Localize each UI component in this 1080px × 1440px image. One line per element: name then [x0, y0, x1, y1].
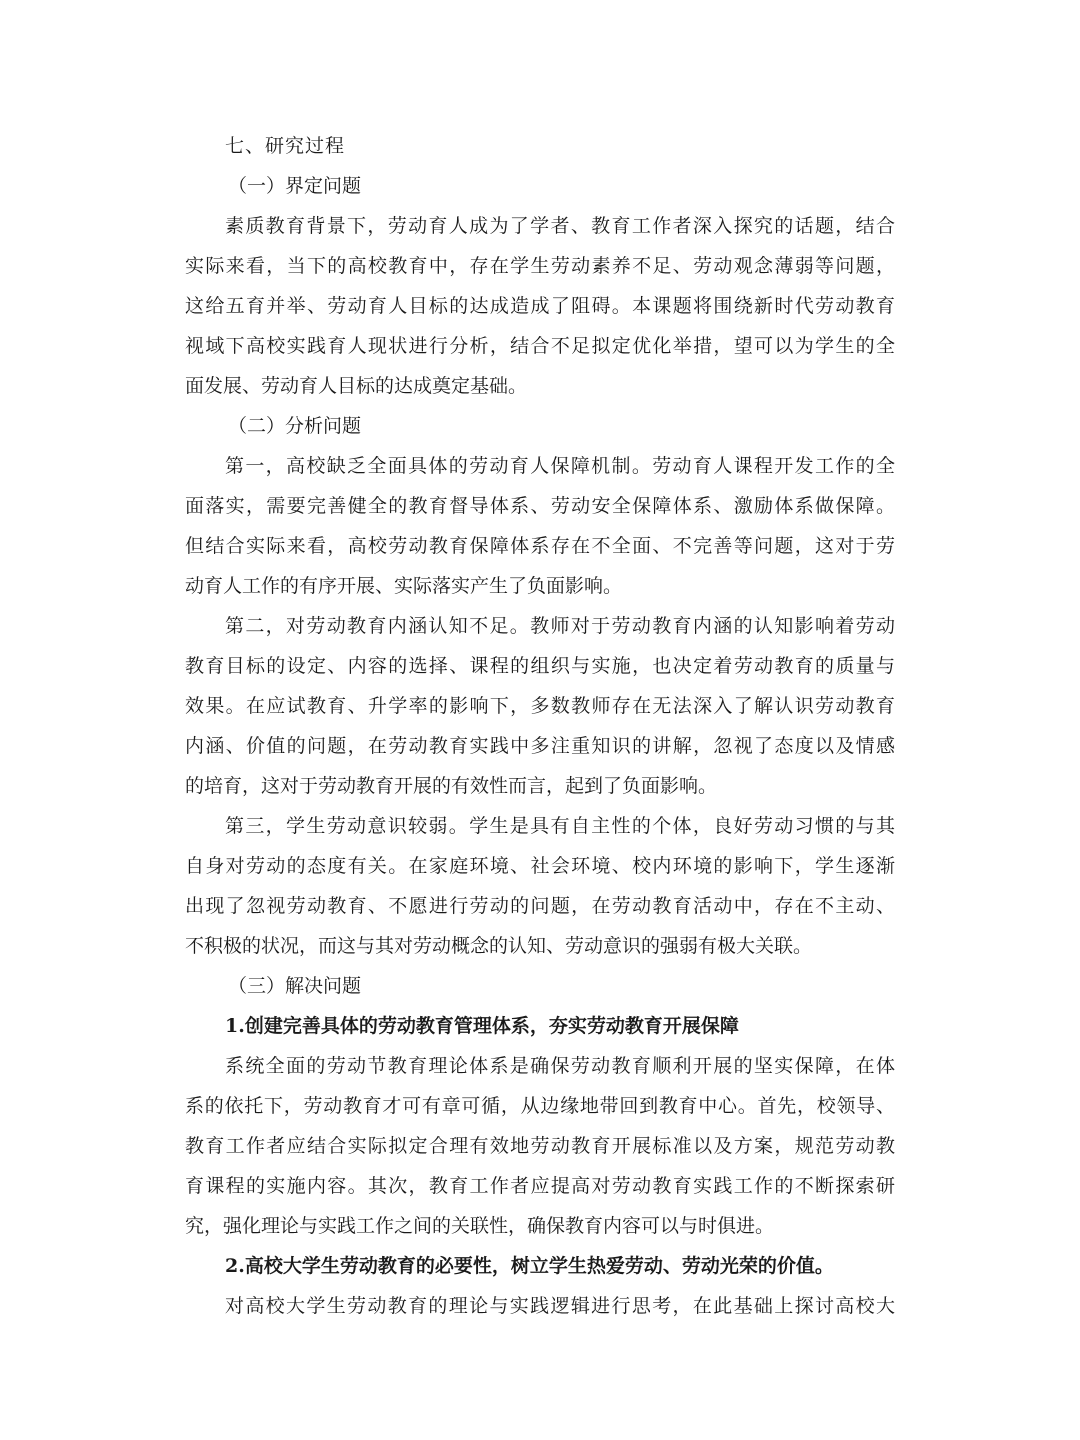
text-line: 面落实，需要完善健全的教育督导体系、劳动安全保障体系、激励体系做保障。 [185, 495, 895, 517]
text-line: 系统全面的劳动节教育理论体系是确保劳动教育顺利开展的坚实保障，在体 [225, 1055, 895, 1077]
text-line: 究，强化理论与实践工作之间的关联性，确保教育内容可以与时俱进。 [185, 1215, 775, 1237]
paragraph-solution-2 [185, 1286, 895, 1326]
paragraph-define-problem [185, 206, 895, 406]
subheading-analyze-problem: （二）分析问题 [228, 415, 362, 437]
text-line: 素质教育背景下，劳动育人成为了学者、教育工作者深入探究的话题，结合 [225, 215, 895, 237]
document-body [185, 126, 895, 1326]
text-line: 教育工作者应结合实际拟定合理有效地劳动教育开展标准以及方案，规范劳动教 [185, 1135, 895, 1157]
text-line: 的培育，这对于劳动教育开展的有效性而言，起到了负面影响。 [185, 775, 718, 797]
text-line: 这给五育并举、劳动育人目标的达成造成了阻碍。本课题将围绕新时代劳动教育 [185, 295, 895, 317]
text-line: 系的依托下，劳动教育才可有章可循，从边缘地带回到教育中心。首先，校领导、 [185, 1095, 895, 1117]
text-line: 动育人工作的有序开展、实际落实产生了负面影响。 [185, 575, 623, 597]
text-line: 第二，对劳动教育内涵认知不足。教师对于劳动教育内涵的认知影响着劳动 [225, 615, 895, 637]
text-line: 效果。在应试教育、升学率的影响下，多数教师存在无法深入了解认识劳动教育 [185, 695, 895, 717]
text-line: 第一，高校缺乏全面具体的劳动育人保障机制。劳动育人课程开发工作的全 [225, 455, 895, 477]
solution-point-1: 1.创建完善具体的劳动教育管理体系，夯实劳动教育开展保障 [225, 1015, 739, 1037]
text-line: 视域下高校实践育人现状进行分析，结合不足拟定优化举措，望可以为学生的全 [185, 335, 895, 357]
subheading-define-problem: （一）界定问题 [228, 175, 362, 197]
paragraph-first-point [185, 446, 895, 606]
text-line: 内涵、价值的问题，在劳动教育实践中多注重知识的讲解，忽视了态度以及情感 [185, 735, 895, 757]
text-line: 出现了忽视劳动教育、不愿进行劳动的问题，在劳动教育活动中，存在不主动、 [185, 895, 895, 917]
text-line: 教育目标的设定、内容的选择、课程的组织与实施，也决定着劳动教育的质量与 [185, 655, 895, 677]
text-line: 育课程的实施内容。其次，教育工作者应提高对劳动教育实践工作的不断探索研 [185, 1175, 895, 1197]
text-line: 但结合实际来看，高校劳动教育保障体系存在不全面、不完善等问题，这对于劳 [185, 535, 895, 557]
text-line: 面发展、劳动育人目标的达成奠定基础。 [185, 375, 528, 397]
text-line: 实际来看，当下的高校教育中，存在学生劳动素养不足、劳动观念薄弱等问题， [185, 255, 895, 277]
paragraph-second-point [185, 606, 895, 806]
solution-point-2: 2.高校大学生劳动教育的必要性，树立学生热爱劳动、劳动光荣的价值。 [225, 1255, 834, 1277]
paragraph-solution-1 [185, 1046, 895, 1246]
text-line: 对高校大学生劳动教育的理论与实践逻辑进行思考，在此基础上探讨高校大 [225, 1295, 895, 1317]
section-heading: 七、研究过程 [225, 135, 346, 157]
paragraph-third-point [185, 806, 895, 966]
subheading-solve-problem: （三）解决问题 [228, 975, 362, 997]
text-line: 第三，学生劳动意识较弱。学生是具有自主性的个体，良好劳动习惯的与其 [225, 815, 895, 837]
text-line: 自身对劳动的态度有关。在家庭环境、社会环境、校内环境的影响下，学生逐渐 [185, 855, 895, 877]
text-line: 不积极的状况，而这与其对劳动概念的认知、劳动意识的强弱有极大关联。 [185, 935, 813, 957]
